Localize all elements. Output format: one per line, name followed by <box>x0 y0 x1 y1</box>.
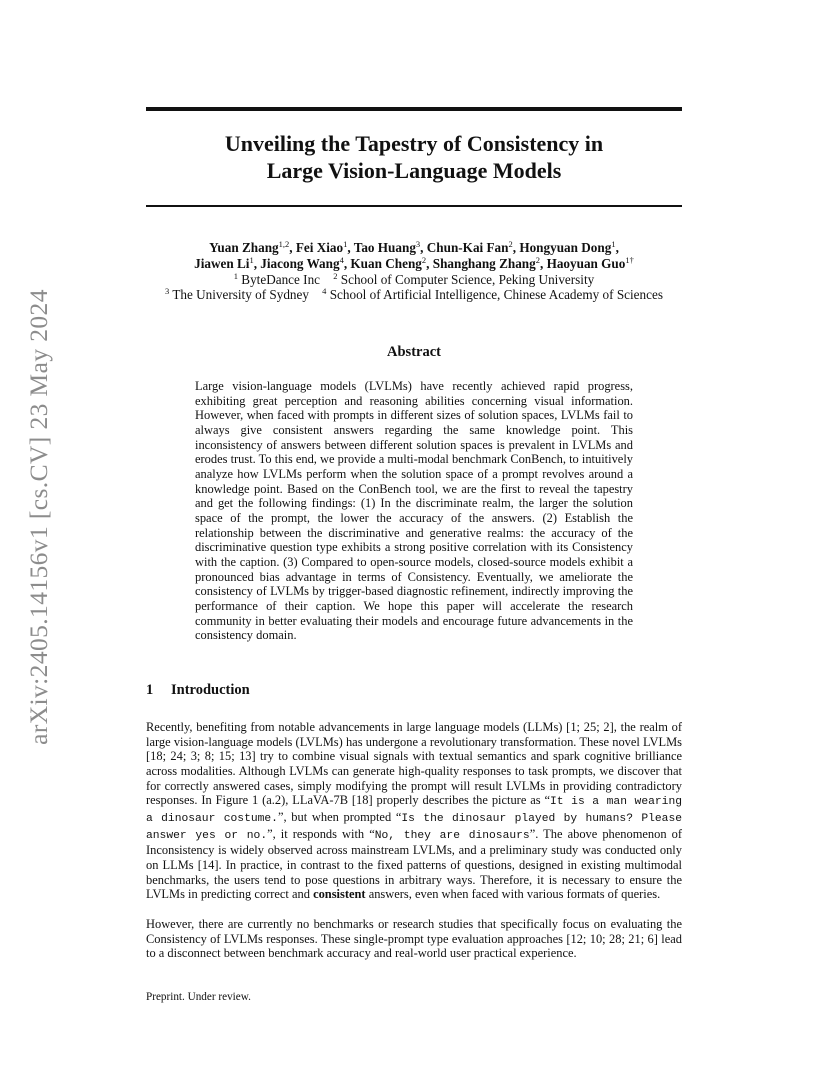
intro-text: answers, even when faced with various formats of queries. <box>365 887 661 902</box>
affiliation-name: ByteDance Inc <box>241 271 321 287</box>
abstract-heading: Abstract <box>387 344 441 360</box>
affiliation-name: The University of Sydney <box>172 287 309 303</box>
code-quote: No, they are dinosaurs <box>374 829 530 842</box>
affiliation-mark: 1 <box>233 270 238 281</box>
author-line-2: Jiawen Li$^1$, Jiacong Wang$^4$, Kuan Cheng$^2$, Shanghang Zhang$^2$, Haoyuan Guo$^{1\dagger}$ <box>194 254 634 271</box>
author-block <box>120 240 708 303</box>
arxiv-identifier-text: arXiv:2405.14156v1 [cs.CV] 23 May 2024 <box>24 289 53 745</box>
section-heading <box>146 682 250 699</box>
title-top-rule <box>146 107 682 111</box>
footer-note: Preprint. Under review. <box>146 991 251 1003</box>
intro-text: ”. The above phenomenon of Inconsistency is widely observed across mainstream LVLMs, and a preliminary study was conducted only on LLMs [14]. In practice, in contrast to the fixed patterns of questions, designed in existing multimodal benchmarks, the users tend to pose questions in arbitrary ways. Therefore, it is necessary to ensure the LVLMs in predicting correct and <box>146 826 682 902</box>
section-number: 1 <box>146 682 154 698</box>
author-name: Jiawen Li <box>194 255 250 271</box>
author-affiliation-mark: 1† <box>625 254 634 265</box>
title-line-2: Large Vision-Language Models <box>266 158 562 183</box>
code-quote: Is the dinosaur played by humans? Please answer yes or no. <box>146 812 683 842</box>
paper-title <box>146 130 682 184</box>
code-quote: It is a man wearing a dinosaur costume. <box>146 796 682 825</box>
author-name: Shanghang Zhang <box>432 255 536 271</box>
intro-paragraph-2: However, there are currently no benchmarks or research studies that specifically focus on evaluating the Consistency of LVLMs responses. These single-prompt type evaluation approaches [12; 10; 28; 21; 6] lead to a disconnect between benchmark accuracy and real-world user practical experience. <box>146 917 682 961</box>
author-affiliation-mark: 2 <box>535 254 540 265</box>
author-name: Jiacong Wang <box>260 255 340 271</box>
author-name: Kuan Cheng <box>350 255 422 271</box>
affiliation-line-1 <box>120 272 708 288</box>
author-name: Fei Xiao <box>295 240 344 255</box>
author-name: Yuan Zhang <box>209 240 279 255</box>
author-line-1: Yuan Zhang$^{1,2}$, Fei Xiao$^1$, Tao Huang$^3$, Chun-Kai Fan$^2$, Hongyuan Dong$^1$, <box>209 239 619 255</box>
author-affiliation-mark: 1,2 <box>278 239 290 249</box>
intro-text: ”, but when prompted “ <box>277 809 402 824</box>
author-name: Hongyuan Dong <box>519 240 612 255</box>
intro-paragraph-1 <box>146 720 682 902</box>
author-affiliation-mark: 1 <box>249 254 254 265</box>
author-affiliation-mark: 1 <box>343 239 348 249</box>
affiliation-mark: 3 <box>165 286 170 297</box>
intro-text: Recently, benefiting from notable advancements in large language models (LLMs) [1; 25; 2], the realm of large vision-language models (LVLMs) has undergone a revolutionary transformation. These novel LVLMs [18; 24; 3; 8; 15; 13] try to combine visual signals with textual semantics and spark cognitive brilliance across modalities. Although LVLMs can generate high-quality responses to task prompts, we discover that for correctly answered cases, simply modifying the prompt will result LVLMs in providing contradictory responses. In Figure 1 (a.2), LLaVA-7B [18] properly describes the picture as “ <box>146 720 682 808</box>
affiliation-mark: 2 <box>333 270 338 281</box>
affiliation-mark: 4 <box>322 286 327 297</box>
title-bottom-rule <box>146 205 682 207</box>
author-affiliation-mark: 4 <box>339 254 344 265</box>
affiliation-name: School of Artificial Intelligence, Chinese Academy of Sciences <box>329 287 663 303</box>
section-title: Introduction <box>171 682 250 698</box>
author-name: Chun-Kai Fan <box>426 240 509 255</box>
arxiv-identifier <box>23 272 55 762</box>
intro-text: ”, it responds with “ <box>267 826 375 841</box>
emphasis-text: consistent <box>313 887 366 902</box>
affiliation-line-2 <box>120 287 708 303</box>
author-affiliation-mark: 1 <box>611 239 616 249</box>
abstract-text: Large vision-language models (LVLMs) have recently achieved rapid progress, exhibiting great perception and reasoning abilities concerning visual information. However, when faced with prompts in different sizes of solution spaces, LVLMs fail to always give consistent answers regarding the same knowledge point. This inconsistency of answers between different solution spaces is prevalent in LVLMs and erodes trust. To this end, we provide a multi-modal benchmark ConBench, to intuitively analyze how LVLMs perform when the solution space of a prompt revolves around a knowledge point. Based on the ConBench tool, we are the first to reveal the tapestry and get the following findings: (1) In the discriminate realm, the larger the solution space of the prompt, the lower the accuracy of the answers. (2) Establish the relationship between the discriminative and generative realms: the accuracy of the discriminative question type exhibits a strong positive correlation with its Consistency with the caption. (3) Compared to open-source models, closed-source models exhibit a pronounced bias advantage in terms of Consistency. Eventually, we ameliorate the consistency of LVLMs by trigger-based diagnostic refinement, indirectly improving the performance of their caption. We hope this paper will accelerate the research community in better evaluating their models and encourage future advancements in the consistency domain. <box>195 379 633 643</box>
title-line-1: Unveiling the Tapestry of Consistency in <box>224 131 604 156</box>
author-affiliation-mark: 2 <box>508 239 513 249</box>
author-name: Tao Huang <box>353 240 416 255</box>
affiliation-name: School of Computer Science, Peking University <box>340 271 595 287</box>
author-affiliation-mark: 3 <box>415 239 421 249</box>
author-affiliation-mark: 2 <box>421 254 427 265</box>
author-name: Haoyuan Guo <box>546 255 626 271</box>
